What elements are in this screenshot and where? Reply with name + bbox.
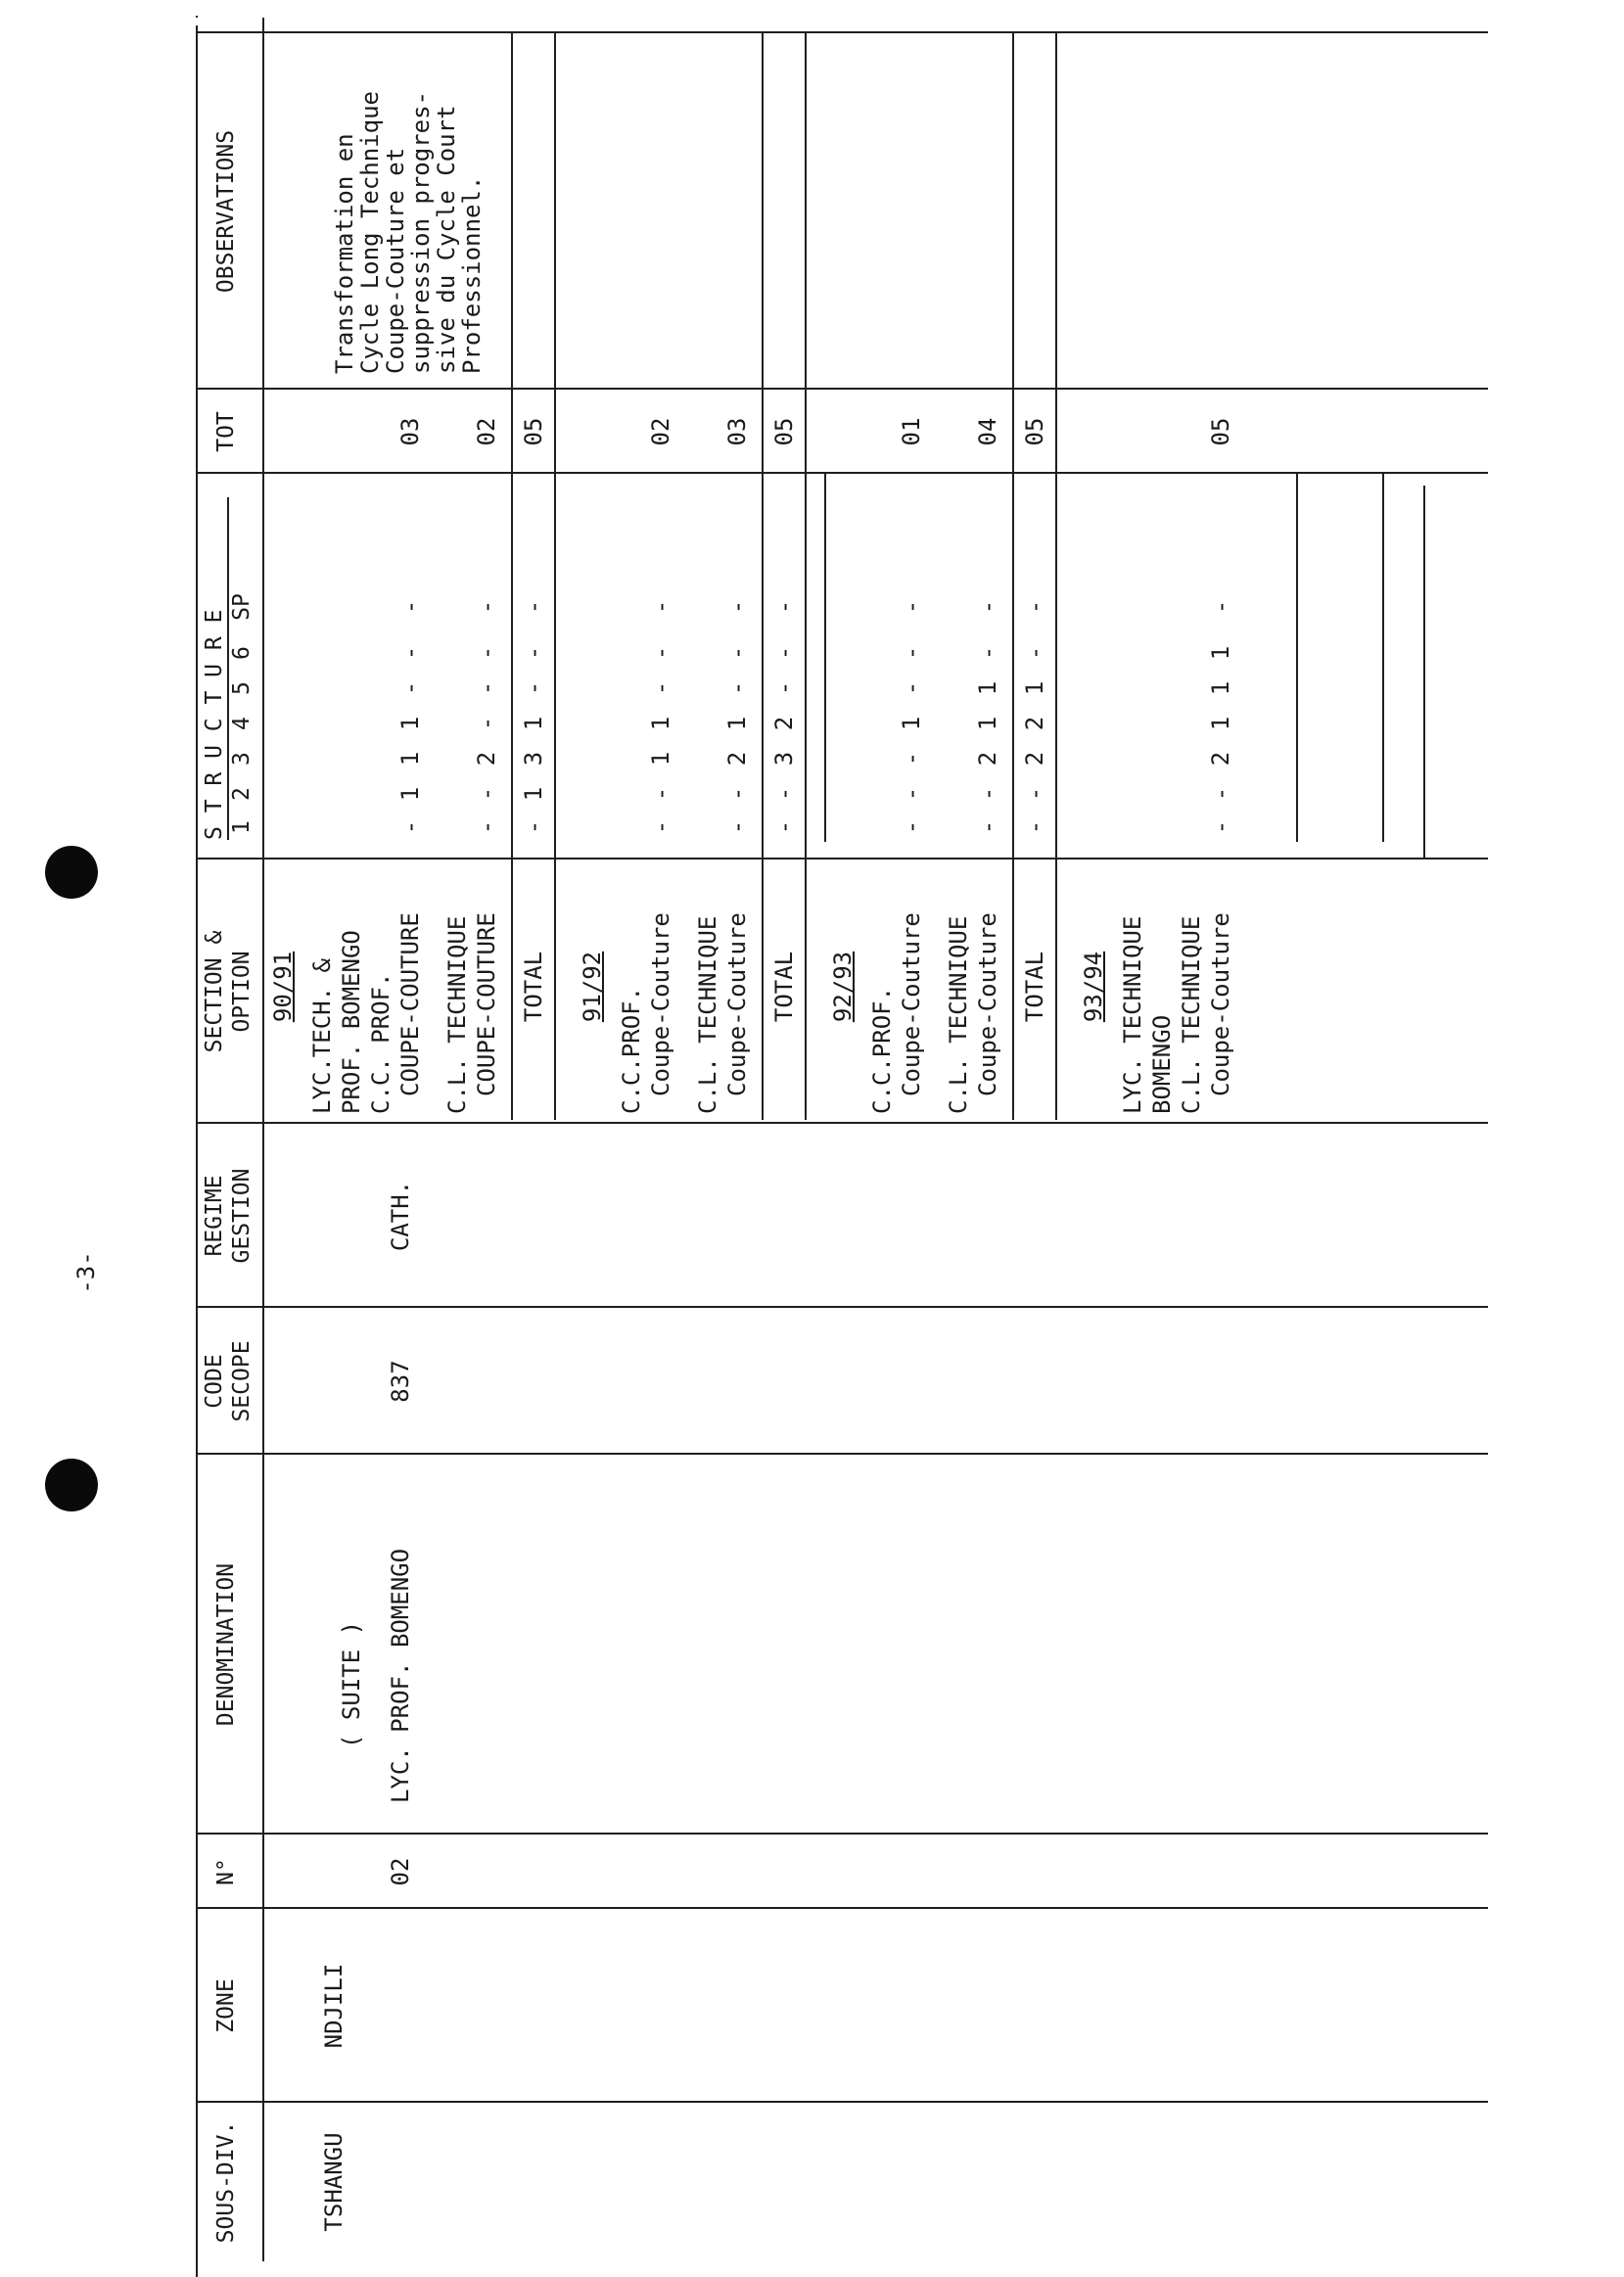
grid-line — [1423, 486, 1425, 860]
structure-column-header: 5 — [229, 681, 255, 695]
grid-line — [1382, 474, 1384, 842]
section-label: C.C.PROF. — [618, 986, 645, 1114]
structure-cell: - — [396, 645, 424, 661]
observation-line: Coupe-Couture et — [382, 147, 409, 374]
structure-cell: - — [898, 680, 925, 696]
row-total: 01 — [898, 417, 925, 446]
structure-cell: - — [473, 716, 500, 731]
zone-value: NDJILI — [320, 1963, 348, 2049]
header-tot: TOT — [213, 411, 239, 452]
row-total: 05 — [1207, 417, 1234, 446]
header-section: OPTION — [229, 951, 255, 1033]
structure-cell: - — [520, 599, 547, 615]
header-code: SECOPE — [229, 1340, 255, 1422]
structure-cell: - — [974, 819, 1001, 835]
structure-cell: - — [770, 786, 798, 802]
separator-line — [805, 31, 807, 1120]
grid-line — [262, 18, 264, 2261]
regime-gestion-value: CATH. — [387, 1180, 414, 1252]
structure-cell: - — [520, 645, 547, 661]
structure-cell: 1 — [1207, 716, 1234, 731]
section-option: COUPE-COUTURE — [396, 912, 424, 1096]
grid-line — [196, 472, 1488, 474]
structure-cell: 1 — [898, 716, 925, 731]
structure-cell: - — [723, 599, 751, 615]
section-option: Coupe-Couture — [974, 912, 1001, 1096]
row-total: 03 — [723, 417, 751, 446]
year-label: 93/94 — [1080, 951, 1107, 1023]
row-total: 03 — [396, 417, 424, 446]
structure-column-header: 4 — [229, 717, 255, 730]
structure-cell: - — [647, 819, 674, 835]
sous-div-value: TSHANGU — [320, 2132, 348, 2232]
row-total: 05 — [1021, 417, 1048, 446]
structure-cell: - — [898, 645, 925, 661]
structure-cell: 1 — [396, 786, 424, 802]
year-label: 90/91 — [269, 951, 297, 1023]
structure-cell: - — [770, 819, 798, 835]
separator-line — [1055, 31, 1057, 1120]
section-intro-line: BOMENGO — [1148, 1014, 1176, 1114]
structure-cell: 1 — [1021, 680, 1048, 696]
structure-cell: - — [473, 599, 500, 615]
structure-column-header: 6 — [229, 646, 255, 660]
structure-cell: - — [473, 645, 500, 661]
section-label: C.L. TECHNIQUE — [443, 915, 471, 1114]
row-total: 02 — [647, 417, 674, 446]
structure-cell: 1 — [1207, 680, 1234, 696]
separator-line — [554, 31, 556, 1120]
structure-cell: - — [647, 680, 674, 696]
structure-cell: - — [974, 645, 1001, 661]
total-label: TOTAL — [1021, 951, 1048, 1023]
header-code: CODE — [202, 1354, 227, 1409]
header-section: SECTION & — [202, 930, 227, 1053]
suite-label: ( SUITE ) — [338, 1620, 365, 1748]
structure-cell: 1 — [647, 751, 674, 767]
section-option: Coupe-Couture — [898, 912, 925, 1096]
structure-cell: - — [974, 599, 1001, 615]
structure-cell: - — [647, 645, 674, 661]
section-option: Coupe-Couture — [723, 912, 751, 1096]
structure-cell: 2 — [974, 751, 1001, 767]
header-num: N° — [213, 1858, 239, 1885]
structure-cell: - — [1021, 786, 1048, 802]
header-observations: OBSERVATIONS — [213, 129, 239, 294]
structure-cell: - — [473, 680, 500, 696]
header-regime: REGIME — [202, 1175, 227, 1257]
structure-cell: - — [974, 786, 1001, 802]
structure-cell: 2 — [1207, 751, 1234, 767]
structure-cell: - — [473, 819, 500, 835]
structure-cell: - — [1207, 599, 1234, 615]
section-label: C.L. TECHNIQUE — [945, 915, 972, 1114]
section-option: Coupe-Couture — [1207, 912, 1234, 1096]
structure-cell: 1 — [396, 716, 424, 731]
structure-cell: - — [473, 786, 500, 802]
structure-cell: - — [1021, 645, 1048, 661]
structure-cell: - — [898, 599, 925, 615]
structure-cell: - — [1207, 786, 1234, 802]
structure-column-header: 2 — [229, 787, 255, 801]
structure-cell: - — [647, 599, 674, 615]
structure-cell: - — [770, 645, 798, 661]
separator-line — [762, 31, 764, 1120]
structure-cell: 2 — [1021, 716, 1048, 731]
header-zone: ZONE — [213, 1978, 239, 2033]
rotated-table — [196, 8, 1488, 2277]
page-number: -3- — [72, 1251, 100, 1294]
section-label: C.C. PROF. — [367, 972, 394, 1114]
observation-line: suppression progres- — [407, 91, 435, 374]
structure-cell: - — [770, 599, 798, 615]
code-secope-value: 837 — [387, 1360, 414, 1403]
structure-cell: - — [898, 819, 925, 835]
header-sous-div: SOUS-DIV. — [213, 2120, 239, 2244]
structure-cell: - — [723, 786, 751, 802]
structure-cell: 1 — [1207, 645, 1234, 661]
section-label: C.L. TECHNIQUE — [1178, 915, 1205, 1114]
grid-line — [196, 25, 198, 2277]
structure-cell: - — [898, 751, 925, 767]
structure-cell: 2 — [473, 751, 500, 767]
structure-cell: 1 — [520, 716, 547, 731]
structure-cell: 2 — [723, 751, 751, 767]
structure-cell: - — [396, 599, 424, 615]
section-intro-line: LYC. TECHNIQUE — [1119, 915, 1146, 1114]
structure-column-header: 1 — [229, 820, 255, 834]
structure-cell: 2 — [770, 716, 798, 731]
observation-line: Cycle Long Technique — [356, 91, 384, 374]
structure-cell: 1 — [647, 716, 674, 731]
punch-hole-top — [45, 846, 98, 899]
structure-cell: - — [647, 786, 674, 802]
total-label: TOTAL — [770, 951, 798, 1023]
separator-line — [1012, 31, 1014, 1120]
structure-cell: - — [723, 680, 751, 696]
structure-cell: - — [396, 819, 424, 835]
separator-line — [511, 31, 513, 1120]
structure-cell: 2 — [1021, 751, 1048, 767]
structure-cell: 1 — [723, 716, 751, 731]
structure-cell: - — [1207, 819, 1234, 835]
observation-line: Professionnel. — [458, 175, 486, 374]
grid-line — [1296, 474, 1298, 842]
structure-column-header: 3 — [229, 752, 255, 766]
structure-cell: 1 — [396, 751, 424, 767]
structure-cell: - — [723, 645, 751, 661]
structure-cell: 1 — [520, 786, 547, 802]
observation-line: sive du Cycle Court — [433, 105, 460, 374]
structure-cell: - — [1021, 599, 1048, 615]
year-label: 91/92 — [579, 951, 606, 1023]
structure-column-header: SP — [229, 593, 255, 621]
grid-line — [196, 388, 1488, 390]
section-option: Coupe-Couture — [647, 912, 674, 1096]
structure-cell: 1 — [974, 680, 1001, 696]
structure-cell: 3 — [520, 751, 547, 767]
section-intro-line: PROF. BOMENGO — [338, 930, 365, 1114]
header-structure: S T R U C T U R E — [202, 609, 227, 840]
structure-cell: - — [520, 680, 547, 696]
section-label: C.C.PROF. — [868, 986, 896, 1114]
grid-line — [196, 31, 1488, 33]
year-label: 92/93 — [829, 951, 857, 1023]
row-total: 05 — [770, 417, 798, 446]
punch-hole-bottom — [45, 1459, 98, 1511]
structure-cell: - — [770, 680, 798, 696]
structure-cell: - — [723, 819, 751, 835]
row-total: 05 — [520, 417, 547, 446]
header-regime: GESTION — [229, 1168, 255, 1264]
structure-cell: 1 — [974, 716, 1001, 731]
grid-line — [196, 16, 198, 18]
section-option: COUPE-COUTURE — [473, 912, 500, 1096]
entry-number: 02 — [387, 1857, 414, 1886]
structure-cell: - — [1021, 819, 1048, 835]
structure-cell: - — [520, 819, 547, 835]
header-denomination: DENOMINATION — [213, 1562, 239, 1727]
grid-line — [824, 474, 826, 842]
structure-cell: - — [396, 680, 424, 696]
row-total: 02 — [473, 417, 500, 446]
observation-line: Transformation en — [331, 133, 358, 374]
structure-cell: - — [898, 786, 925, 802]
row-total: 04 — [974, 417, 1001, 446]
school-denomination: LYC. PROF. BOMENGO — [387, 1548, 414, 1803]
grid-line — [196, 2101, 1488, 2103]
section-intro-line: LYC.TECH. & — [308, 958, 336, 1114]
section-label: C.L. TECHNIQUE — [694, 915, 721, 1114]
total-label: TOTAL — [520, 951, 547, 1023]
structure-cell: 3 — [770, 751, 798, 767]
